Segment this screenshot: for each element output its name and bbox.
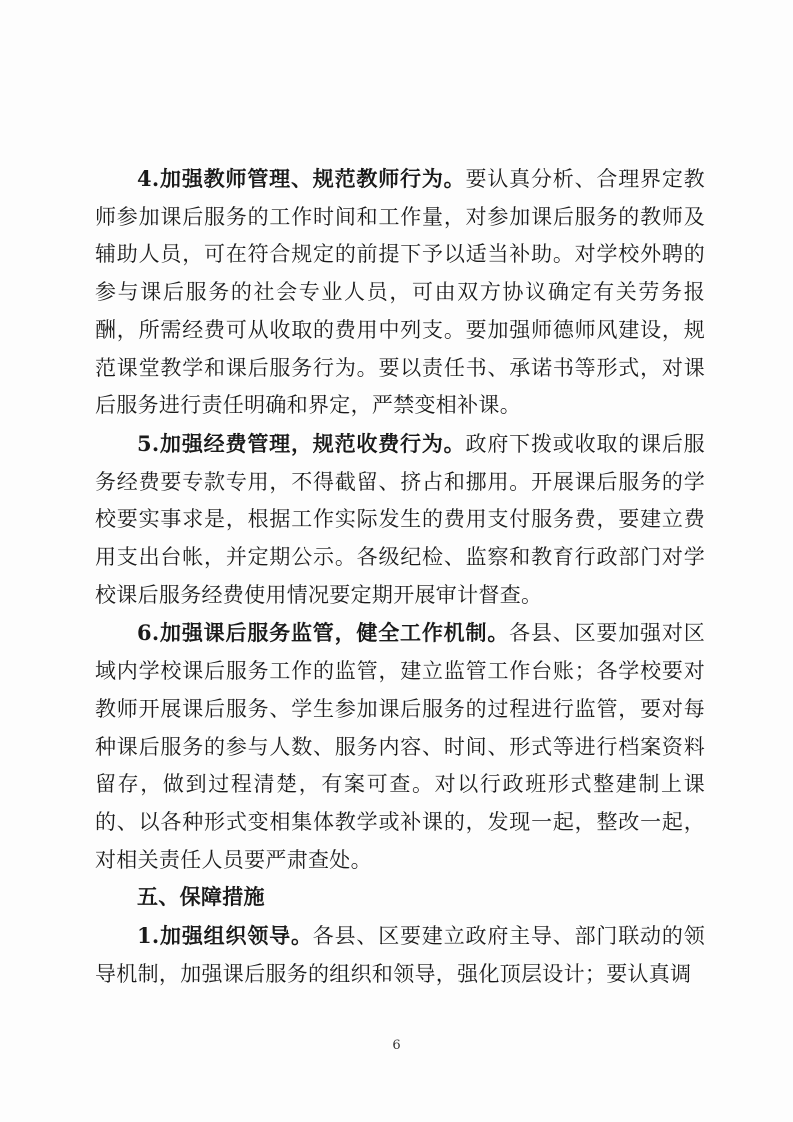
paragraph-teacher-management	[95, 160, 705, 425]
document-body	[95, 160, 705, 993]
paragraph-supervision	[95, 614, 705, 879]
paragraph-fund-management	[95, 425, 705, 615]
paragraph-organization-leadership	[95, 917, 705, 993]
paragraph-lead: 5.加强经费管理，规范收费行为。	[137, 430, 466, 456]
paragraph-text: 各县、区要建立政府主导、部门联动的领导机制，加强课后服务的组织和领导，强化顶层设计；要认真调	[95, 924, 705, 986]
paragraph-text: 政府下拨或收取的课后服务经费要专款专用，不得截留、挤占和挪用。开展课后服务的学校要实事求是，根据工作实际发生的费用支付服务费，要建立费用支出台帐，并定期公示。各级纪检、监察和教育行政部门对学校课后服务经费使用情况要定期开展审计督查。	[95, 431, 705, 607]
paragraph-lead: 1.加强组织领导。	[137, 923, 313, 949]
paragraph-lead: 4.加强教师管理、规范教师行为。	[137, 166, 466, 191]
section-heading: 五、保障措施	[137, 885, 265, 910]
paragraph-text: 要认真分析、合理界定教师参加课后服务的工作时间和工作量，对参加课后服务的教师及辅助人员，可在符合规定的前提下予以适当补助。对学校外聘的参与课后服务的社会专业人员，可由双方协议确定有关劳务报酬，所需经费可从收取的费用中列支。要加强师德师风建设，规范课堂教学和课后服务行为。要以责任书、承诺书等形式，对课后服务进行责任明确和界定，严禁变相补课。	[95, 167, 705, 418]
paragraph-lead: 6.加强课后服务监管，健全工作机制。	[137, 620, 510, 646]
paragraph-text: 各县、区要加强对区域内学校课后服务工作的监管，建立监管工作台账；各学校要对教师开展课后服务、学生参加课后服务的过程进行监管，要对每种课后服务的参与人数、服务内容、时间、形式等进行档案资料留存，做到过程清楚，有案可查。对以行政班形式整建制上课的、以各种形式变相集体教学或补课的，发现一起，整改一起，对相关责任人员要严肃查处。	[95, 621, 705, 872]
page-number: 6	[392, 1038, 401, 1053]
